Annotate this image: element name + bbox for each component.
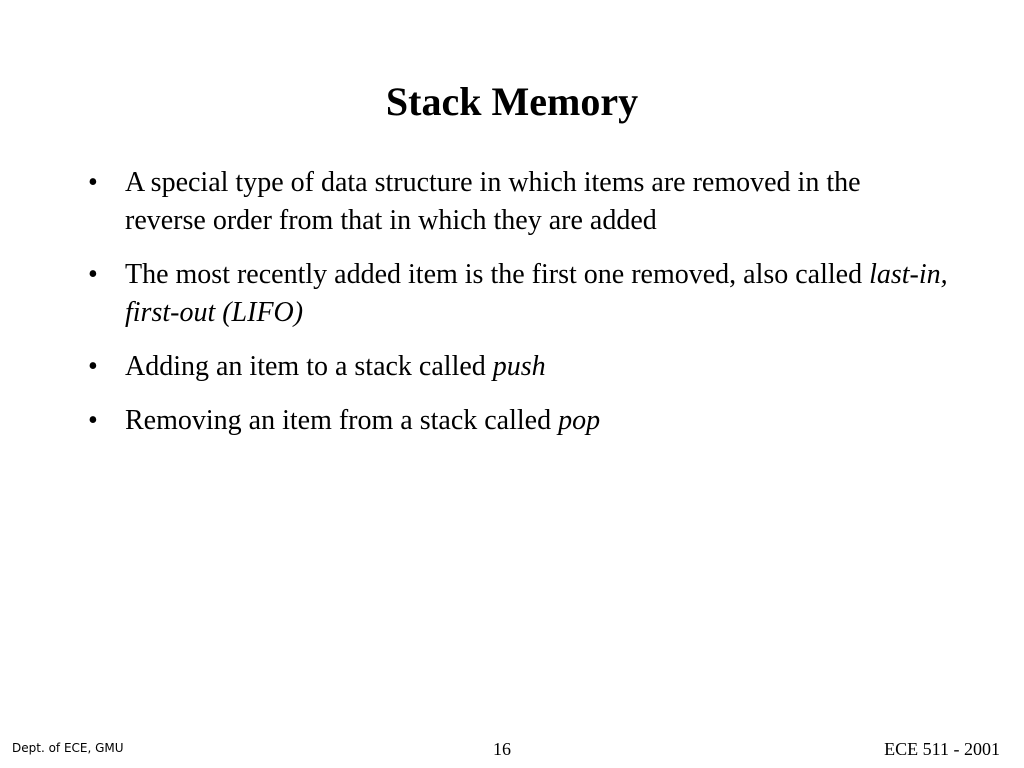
bullet-emphasis: last-in, first-out (LIFO) xyxy=(125,259,948,328)
bullet-marker: • xyxy=(88,259,98,290)
bullet-text: The most recently added item is the first one removed, also called xyxy=(125,259,870,290)
footer-course: ECE 511 - 2001 xyxy=(884,739,1000,759)
bullet-list xyxy=(88,164,948,456)
page-number: 16 xyxy=(493,739,511,759)
bullet-marker: • xyxy=(88,351,98,382)
footer-department: Dept. of ECE, GMU xyxy=(12,741,124,755)
bullet-marker: • xyxy=(88,405,98,436)
bullet-item xyxy=(88,348,948,386)
bullet-item xyxy=(88,256,948,332)
bullet-text: A special type of data structure in which items are removed in the reverse order from that in which they are added xyxy=(125,167,861,236)
bullet-item xyxy=(88,164,948,240)
bullet-emphasis: push xyxy=(492,351,546,382)
bullet-marker: • xyxy=(88,167,98,198)
bullet-item xyxy=(88,402,948,440)
bullet-emphasis: pop xyxy=(558,405,601,436)
bullet-text: Removing an item from a stack called xyxy=(125,405,559,436)
bullet-text: Adding an item to a stack called xyxy=(125,351,493,382)
slide-title: Stack Memory xyxy=(385,79,639,124)
